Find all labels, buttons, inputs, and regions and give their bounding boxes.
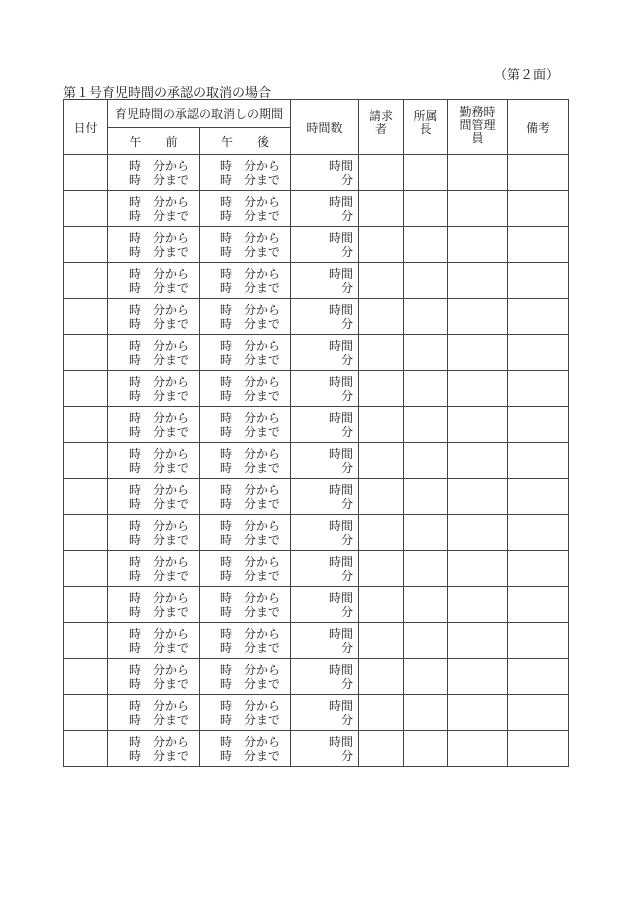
pm-time-cell[interactable]	[200, 623, 291, 659]
pm-time-cell[interactable]	[200, 551, 291, 587]
am-to-text: 時 分まで	[128, 748, 189, 763]
pm-to-text: 時 分まで	[220, 532, 281, 547]
remarks-cell[interactable]	[508, 371, 569, 407]
time-manager-cell[interactable]	[448, 443, 508, 479]
am-from-text: 時 分から	[128, 482, 189, 497]
am-to-text: 時 分まで	[128, 532, 189, 547]
manager-cell[interactable]	[404, 299, 448, 335]
am-to-text: 時 分まで	[128, 604, 189, 619]
time-manager-cell[interactable]	[448, 587, 508, 623]
am-from-text: 時 分から	[128, 626, 189, 641]
requester-cell[interactable]	[359, 407, 404, 443]
pm-to-text: 時 分まで	[220, 568, 281, 583]
minutes-unit-text: 分	[341, 352, 354, 367]
table-row	[64, 407, 569, 443]
pm-to-text: 時 分まで	[220, 280, 281, 295]
requester-cell[interactable]	[359, 479, 404, 515]
pm-from-text: 時 分から	[220, 338, 281, 353]
manager-cell[interactable]	[404, 587, 448, 623]
form-title: 第１号育児時間の承認の取消の場合	[63, 86, 272, 101]
requester-cell[interactable]	[359, 623, 404, 659]
am-time-cell[interactable]	[108, 551, 200, 587]
pm-time-cell[interactable]	[200, 407, 291, 443]
remarks-cell[interactable]	[508, 479, 569, 515]
table-row	[64, 587, 569, 623]
pm-time-cell[interactable]	[200, 299, 291, 335]
am-time-cell[interactable]	[108, 443, 200, 479]
page-label: （第２面）	[493, 68, 559, 83]
minutes-unit-text: 分	[341, 460, 354, 475]
pm-from-text: 時 分から	[220, 194, 281, 209]
hours-unit-text: 時間	[329, 338, 354, 353]
manager-cell[interactable]	[404, 623, 448, 659]
pm-from-text: 時 分から	[220, 698, 281, 713]
remarks-cell[interactable]	[508, 551, 569, 587]
hours-unit-text: 時間	[329, 518, 354, 533]
am-from-text: 時 分から	[128, 194, 189, 209]
minutes-unit-text: 分	[341, 280, 354, 295]
hours-unit-text: 時間	[329, 410, 354, 425]
pm-time-cell[interactable]	[200, 479, 291, 515]
pm-to-text: 時 分まで	[220, 172, 281, 187]
time-manager-cell[interactable]	[448, 227, 508, 263]
time-manager-cell[interactable]	[448, 479, 508, 515]
pm-from-text: 時 分から	[220, 590, 281, 605]
am-time-cell[interactable]	[108, 227, 200, 263]
requester-cell[interactable]	[359, 371, 404, 407]
am-to-text: 時 分まで	[128, 568, 189, 583]
manager-cell[interactable]	[404, 731, 448, 767]
hours-unit-text: 時間	[329, 734, 354, 749]
pm-from-text: 時 分から	[220, 734, 281, 749]
date-cell[interactable]	[64, 443, 108, 479]
manager-cell[interactable]	[404, 155, 448, 191]
pm-time-cell[interactable]	[200, 335, 291, 371]
pm-from-text: 時 分から	[220, 482, 281, 497]
pm-to-text: 時 分まで	[220, 244, 281, 259]
am-from-text: 時 分から	[128, 662, 189, 677]
hours-unit-text: 時間	[329, 482, 354, 497]
pm-time-cell[interactable]	[200, 263, 291, 299]
hours-cell[interactable]	[291, 191, 359, 227]
am-from-text: 時 分から	[128, 302, 189, 317]
hours-cell[interactable]	[291, 263, 359, 299]
header-hours: 時間数	[291, 100, 359, 155]
time-manager-cell[interactable]	[448, 155, 508, 191]
requester-cell[interactable]	[359, 443, 404, 479]
remarks-cell[interactable]	[508, 299, 569, 335]
am-from-text: 時 分から	[128, 698, 189, 713]
date-cell[interactable]	[64, 695, 108, 731]
time-manager-cell[interactable]	[448, 731, 508, 767]
cancellation-table	[63, 99, 569, 767]
requester-cell[interactable]	[359, 695, 404, 731]
date-cell[interactable]	[64, 551, 108, 587]
header-remarks: 備考	[508, 100, 569, 155]
header-manager: 所属 長	[404, 100, 448, 155]
am-from-text: 時 分から	[128, 734, 189, 749]
hours-cell[interactable]	[291, 659, 359, 695]
pm-time-cell[interactable]	[200, 731, 291, 767]
pm-time-cell[interactable]	[200, 191, 291, 227]
pm-from-text: 時 分から	[220, 662, 281, 677]
pm-time-cell[interactable]	[200, 371, 291, 407]
header-date: 日付	[64, 100, 108, 155]
hours-cell[interactable]	[291, 443, 359, 479]
hours-cell[interactable]	[291, 227, 359, 263]
hours-cell[interactable]	[291, 515, 359, 551]
minutes-unit-text: 分	[341, 676, 354, 691]
date-cell[interactable]	[64, 659, 108, 695]
pm-from-text: 時 分から	[220, 410, 281, 425]
remarks-cell[interactable]	[508, 335, 569, 371]
header-pm: 午 後	[200, 128, 291, 155]
hours-cell[interactable]	[291, 623, 359, 659]
minutes-unit-text: 分	[341, 244, 354, 259]
am-time-cell[interactable]	[108, 479, 200, 515]
header-time-manager: 勤務時 間管理 員	[448, 100, 508, 155]
am-from-text: 時 分から	[128, 446, 189, 461]
remarks-cell[interactable]	[508, 587, 569, 623]
requester-cell[interactable]	[359, 731, 404, 767]
pm-to-text: 時 分まで	[220, 388, 281, 403]
pm-to-text: 時 分まで	[220, 460, 281, 475]
hours-unit-text: 時間	[329, 590, 354, 605]
date-cell[interactable]	[64, 407, 108, 443]
am-to-text: 時 分まで	[128, 208, 189, 223]
manager-cell[interactable]	[404, 479, 448, 515]
date-cell[interactable]	[64, 623, 108, 659]
am-to-text: 時 分まで	[128, 460, 189, 475]
hours-unit-text: 時間	[329, 158, 354, 173]
header-period: 育児時間の承認の取消しの期間	[108, 100, 291, 128]
date-cell[interactable]	[64, 479, 108, 515]
requester-cell[interactable]	[359, 587, 404, 623]
hours-unit-text: 時間	[329, 194, 354, 209]
am-from-text: 時 分から	[128, 590, 189, 605]
pm-time-cell[interactable]	[200, 227, 291, 263]
remarks-cell[interactable]	[508, 731, 569, 767]
requester-cell[interactable]	[359, 299, 404, 335]
minutes-unit-text: 分	[341, 424, 354, 439]
requester-cell[interactable]	[359, 335, 404, 371]
hours-cell[interactable]	[291, 479, 359, 515]
time-manager-cell[interactable]	[448, 515, 508, 551]
table-row	[64, 227, 569, 263]
pm-time-cell[interactable]	[200, 695, 291, 731]
pm-from-text: 時 分から	[220, 626, 281, 641]
pm-to-text: 時 分まで	[220, 676, 281, 691]
minutes-unit-text: 分	[341, 640, 354, 655]
hours-cell[interactable]	[291, 155, 359, 191]
header-am: 午 前	[108, 128, 200, 155]
requester-cell[interactable]	[359, 155, 404, 191]
hours-cell[interactable]	[291, 335, 359, 371]
date-cell[interactable]	[64, 155, 108, 191]
manager-cell[interactable]	[404, 335, 448, 371]
date-cell[interactable]	[64, 191, 108, 227]
am-to-text: 時 分まで	[128, 316, 189, 331]
hours-cell[interactable]	[291, 587, 359, 623]
time-manager-cell[interactable]	[448, 623, 508, 659]
pm-time-cell[interactable]	[200, 659, 291, 695]
hours-unit-text: 時間	[329, 446, 354, 461]
pm-from-text: 時 分から	[220, 554, 281, 569]
manager-cell[interactable]	[404, 371, 448, 407]
am-time-cell[interactable]	[108, 407, 200, 443]
time-manager-cell[interactable]	[448, 191, 508, 227]
manager-cell[interactable]	[404, 407, 448, 443]
pm-from-text: 時 分から	[220, 302, 281, 317]
pm-from-text: 時 分から	[220, 518, 281, 533]
remarks-cell[interactable]	[508, 443, 569, 479]
am-time-cell[interactable]	[108, 515, 200, 551]
am-time-cell[interactable]	[108, 191, 200, 227]
am-from-text: 時 分から	[128, 554, 189, 569]
am-time-cell[interactable]	[108, 155, 200, 191]
remarks-cell[interactable]	[508, 407, 569, 443]
am-from-text: 時 分から	[128, 266, 189, 281]
hours-unit-text: 時間	[329, 698, 354, 713]
manager-cell[interactable]	[404, 659, 448, 695]
requester-cell[interactable]	[359, 551, 404, 587]
am-to-text: 時 分まで	[128, 244, 189, 259]
remarks-cell[interactable]	[508, 623, 569, 659]
manager-cell[interactable]	[404, 227, 448, 263]
time-manager-cell[interactable]	[448, 299, 508, 335]
remarks-cell[interactable]	[508, 263, 569, 299]
manager-cell[interactable]	[404, 191, 448, 227]
time-manager-cell[interactable]	[448, 551, 508, 587]
requester-cell[interactable]	[359, 191, 404, 227]
am-time-cell[interactable]	[108, 659, 200, 695]
pm-to-text: 時 分まで	[220, 712, 281, 727]
time-manager-cell[interactable]	[448, 695, 508, 731]
requester-cell[interactable]	[359, 515, 404, 551]
requester-cell[interactable]	[359, 659, 404, 695]
am-to-text: 時 分まで	[128, 280, 189, 295]
hours-cell[interactable]	[291, 407, 359, 443]
hours-unit-text: 時間	[329, 302, 354, 317]
am-time-cell[interactable]	[108, 695, 200, 731]
hours-unit-text: 時間	[329, 662, 354, 677]
date-cell[interactable]	[64, 227, 108, 263]
am-to-text: 時 分まで	[128, 712, 189, 727]
pm-time-cell[interactable]	[200, 155, 291, 191]
hours-unit-text: 時間	[329, 626, 354, 641]
am-time-cell[interactable]	[108, 299, 200, 335]
pm-to-text: 時 分まで	[220, 748, 281, 763]
am-time-cell[interactable]	[108, 731, 200, 767]
pm-time-cell[interactable]	[200, 443, 291, 479]
pm-time-cell[interactable]	[200, 587, 291, 623]
hours-cell[interactable]	[291, 731, 359, 767]
table-row	[64, 155, 569, 191]
table-row	[64, 191, 569, 227]
minutes-unit-text: 分	[341, 496, 354, 511]
hours-cell[interactable]	[291, 299, 359, 335]
hours-unit-text: 時間	[329, 554, 354, 569]
am-from-text: 時 分から	[128, 158, 189, 173]
header-requester: 請求 者	[359, 100, 404, 155]
am-to-text: 時 分まで	[128, 352, 189, 367]
pm-from-text: 時 分から	[220, 446, 281, 461]
time-manager-cell[interactable]	[448, 407, 508, 443]
minutes-unit-text: 分	[341, 208, 354, 223]
table-row	[64, 551, 569, 587]
time-manager-cell[interactable]	[448, 335, 508, 371]
remarks-cell[interactable]	[508, 515, 569, 551]
pm-from-text: 時 分から	[220, 374, 281, 389]
minutes-unit-text: 分	[341, 316, 354, 331]
date-cell[interactable]	[64, 299, 108, 335]
table-row	[64, 371, 569, 407]
am-to-text: 時 分まで	[128, 676, 189, 691]
am-time-cell[interactable]	[108, 623, 200, 659]
am-to-text: 時 分まで	[128, 388, 189, 403]
hours-cell[interactable]	[291, 551, 359, 587]
am-time-cell[interactable]	[108, 335, 200, 371]
minutes-unit-text: 分	[341, 748, 354, 763]
manager-cell[interactable]	[404, 263, 448, 299]
date-cell[interactable]	[64, 731, 108, 767]
pm-to-text: 時 分まで	[220, 640, 281, 655]
am-time-cell[interactable]	[108, 587, 200, 623]
table-row	[64, 659, 569, 695]
minutes-unit-text: 分	[341, 532, 354, 547]
pm-time-cell[interactable]	[200, 515, 291, 551]
pm-from-text: 時 分から	[220, 158, 281, 173]
pm-to-text: 時 分まで	[220, 424, 281, 439]
table-row	[64, 515, 569, 551]
am-to-text: 時 分まで	[128, 496, 189, 511]
time-manager-cell[interactable]	[448, 371, 508, 407]
am-to-text: 時 分まで	[128, 424, 189, 439]
table-row	[64, 335, 569, 371]
am-to-text: 時 分まで	[128, 640, 189, 655]
remarks-cell[interactable]	[508, 191, 569, 227]
minutes-unit-text: 分	[341, 712, 354, 727]
date-cell[interactable]	[64, 515, 108, 551]
minutes-unit-text: 分	[341, 604, 354, 619]
remarks-cell[interactable]	[508, 695, 569, 731]
requester-cell[interactable]	[359, 263, 404, 299]
table-row	[64, 479, 569, 515]
manager-cell[interactable]	[404, 515, 448, 551]
remarks-cell[interactable]	[508, 155, 569, 191]
table-row	[64, 695, 569, 731]
time-manager-cell[interactable]	[448, 263, 508, 299]
manager-cell[interactable]	[404, 551, 448, 587]
minutes-unit-text: 分	[341, 172, 354, 187]
am-from-text: 時 分から	[128, 518, 189, 533]
am-from-text: 時 分から	[128, 374, 189, 389]
minutes-unit-text: 分	[341, 568, 354, 583]
am-from-text: 時 分から	[128, 338, 189, 353]
am-to-text: 時 分まで	[128, 172, 189, 187]
pm-to-text: 時 分まで	[220, 208, 281, 223]
table-row	[64, 623, 569, 659]
hours-cell[interactable]	[291, 695, 359, 731]
am-from-text: 時 分から	[128, 230, 189, 245]
time-manager-cell[interactable]	[448, 659, 508, 695]
date-cell[interactable]	[64, 263, 108, 299]
remarks-cell[interactable]	[508, 227, 569, 263]
date-cell[interactable]	[64, 371, 108, 407]
table-row	[64, 263, 569, 299]
table-row	[64, 299, 569, 335]
pm-to-text: 時 分まで	[220, 604, 281, 619]
hours-unit-text: 時間	[329, 230, 354, 245]
hours-unit-text: 時間	[329, 266, 354, 281]
pm-to-text: 時 分まで	[220, 352, 281, 367]
minutes-unit-text: 分	[341, 388, 354, 403]
manager-cell[interactable]	[404, 443, 448, 479]
manager-cell[interactable]	[404, 695, 448, 731]
date-cell[interactable]	[64, 335, 108, 371]
table-row	[64, 731, 569, 767]
requester-cell[interactable]	[359, 227, 404, 263]
am-from-text: 時 分から	[128, 410, 189, 425]
hours-cell[interactable]	[291, 371, 359, 407]
am-time-cell[interactable]	[108, 263, 200, 299]
am-time-cell[interactable]	[108, 371, 200, 407]
date-cell[interactable]	[64, 587, 108, 623]
pm-to-text: 時 分まで	[220, 496, 281, 511]
pm-from-text: 時 分から	[220, 266, 281, 281]
table-row	[64, 443, 569, 479]
remarks-cell[interactable]	[508, 659, 569, 695]
pm-to-text: 時 分まで	[220, 316, 281, 331]
hours-unit-text: 時間	[329, 374, 354, 389]
pm-from-text: 時 分から	[220, 230, 281, 245]
